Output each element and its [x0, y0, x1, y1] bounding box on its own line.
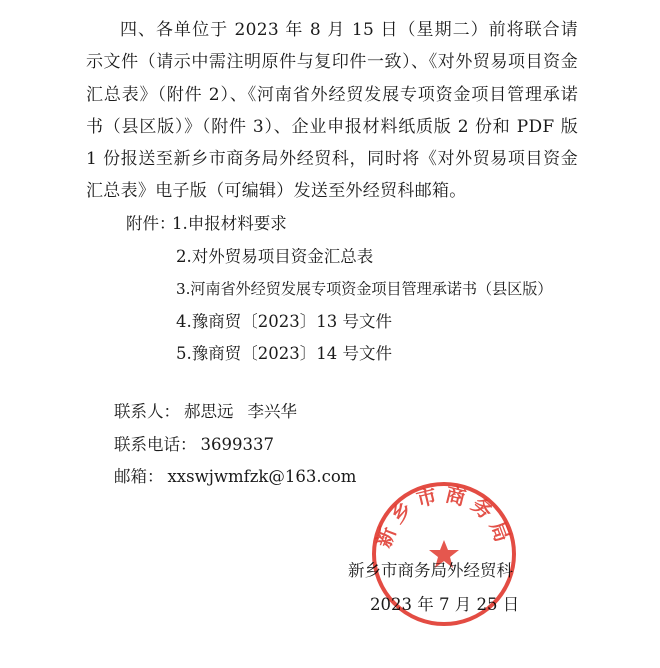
attachments-heading: 附件：: [126, 214, 176, 233]
attachment-item-2: 2.对外贸易项目资金汇总表: [176, 246, 374, 266]
attachment-item-3: 3.河南省外经贸发展专项资金项目管理承诺书（县区版）: [176, 280, 553, 298]
attachment-item-5: 5.豫商贸〔2023〕14 号文件: [176, 344, 392, 363]
contact-person-label: 联系人：: [114, 402, 180, 421]
contact-person-1: 郝思远: [184, 402, 234, 421]
attachment-item-1: 1.申报材料要求: [172, 214, 287, 233]
official-seal: [368, 478, 520, 630]
contact-email: xxswjwmfzk@163.com: [167, 467, 357, 486]
contact-email-line: [114, 462, 356, 492]
contact-phone-line: [114, 430, 274, 460]
signature-date: 2023 年 7 月 25 日: [370, 595, 520, 614]
body-paragraph: 四、各单位于 2023 年 8 月 15 日（星期二）前将联合请示文件（请示中需注明原件与复印件一致）、《对外贸易项目资金汇总表》（附件 2）、《河南省外经贸发展专项资金项目管理承诺书（县区版）》（附件 3）、企业申报材料纸质版 2 份和 PDF 版 1 份报送至新乡市商务局外经贸科，同时将《对外贸易项目资金汇总表》电子版（可编辑）发送至外经贸科邮箱。: [86, 20, 578, 202]
contact-phone-label: 联系电话：: [114, 435, 197, 454]
seal-star-icon: [429, 540, 459, 568]
seal-text: 新乡市商务局: [371, 482, 517, 551]
attachment-item-4: 4.豫商贸〔2023〕13 号文件: [176, 311, 392, 331]
signature-org: 新乡市商务局外经贸科: [348, 561, 513, 580]
contact-phone: 3699337: [200, 435, 274, 454]
contact-email-label: 邮箱：: [114, 467, 164, 486]
attachments-list: [172, 209, 552, 372]
contact-person-line: [114, 397, 297, 427]
contact-person-2: 李兴华: [247, 402, 297, 421]
